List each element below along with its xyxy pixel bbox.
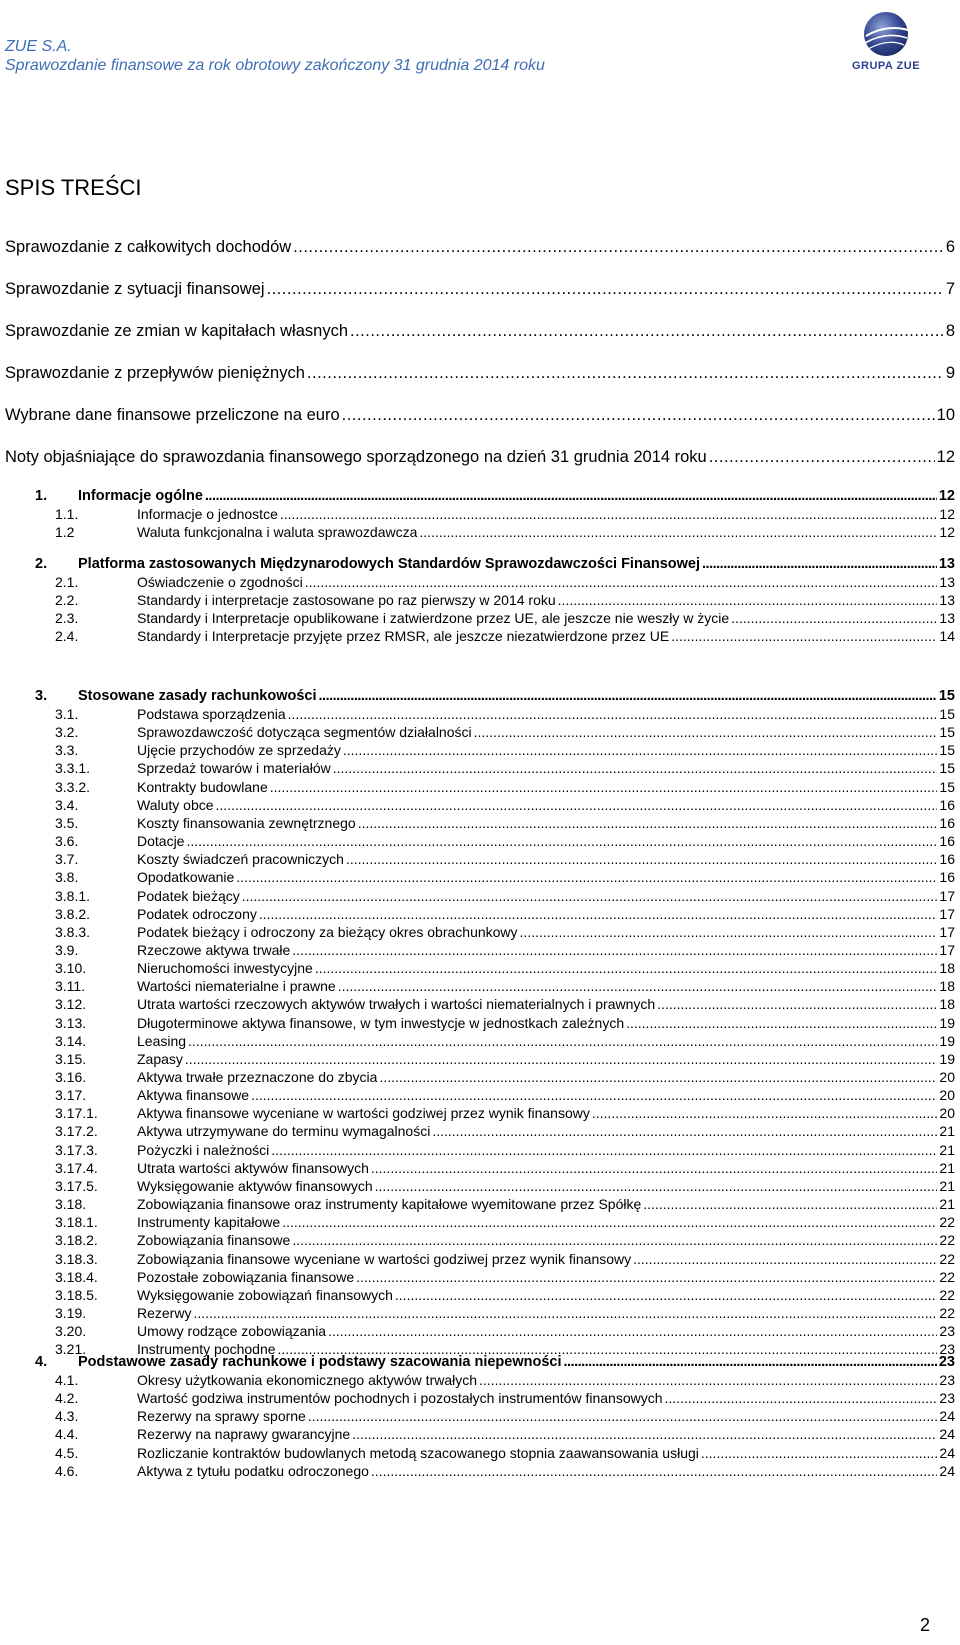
toc-entry-page: 15	[939, 760, 955, 777]
toc-entry-number: 2.3.	[55, 610, 79, 627]
toc-entry-number: 4.5.	[55, 1444, 79, 1461]
toc-entry-page: 20	[939, 1087, 955, 1104]
toc-entry-page: 13	[939, 592, 955, 609]
toc-entry-title: Wyksięgowanie zobowiązań finansowych	[137, 1286, 393, 1303]
toc-entry-page: 17	[939, 941, 955, 958]
toc-entry-title: Wybrane dane finansowe przeliczone na euro	[5, 406, 340, 424]
dot-leader	[379, 1069, 937, 1085]
toc-entry-title: Sprawozdanie z przepływów pieniężnych	[5, 364, 305, 382]
dot-leader	[186, 833, 937, 849]
toc-entry-page: 21	[939, 1123, 955, 1140]
toc-entry-number: 2.4.	[55, 628, 79, 645]
dot-leader	[356, 1269, 937, 1285]
toc-entry-number: 3.15.	[55, 1050, 87, 1067]
toc-entry-page: 21	[939, 1196, 955, 1213]
toc-entry-page: 17	[939, 905, 955, 922]
toc-entry-title: Pozostałe zobowiązania finansowe	[137, 1268, 355, 1285]
toc-entry-title: Dotacje	[137, 833, 185, 850]
toc-top-entry[interactable]	[5, 406, 955, 425]
toc-entry-number: 3.8.2.	[55, 905, 91, 922]
toc-entry-title: Zobowiązania finansowe wyceniane w wartości godziwej przez wynik finansowy	[137, 1250, 632, 1267]
toc-entry-page: 23	[939, 1372, 955, 1388]
toc-entry-number: 2.1.	[55, 574, 79, 590]
toc-subsection-entry[interactable]	[55, 1069, 955, 1085]
toc-entry-number: 3.20.	[55, 1323, 87, 1340]
toc-subsection-entry[interactable]	[55, 1408, 955, 1424]
dot-leader	[267, 280, 944, 299]
toc-entry-number: 3.18.3.	[55, 1250, 98, 1267]
dot-leader	[371, 1463, 938, 1479]
toc-entry-title: Informacje ogólne	[78, 488, 203, 504]
toc-subsection-entry[interactable]	[55, 524, 955, 540]
toc-entry-page: 23	[939, 1323, 955, 1340]
dot-leader	[563, 1354, 936, 1370]
toc-entry-page: 15	[939, 778, 955, 795]
toc-entry-title: Utrata wartości aktywów finansowych	[137, 1159, 369, 1176]
toc-entry-number: 3.19.	[55, 1304, 87, 1321]
toc-entry-title: Utrata wartości rzeczowych aktywów trwałych i wartości niematerialnych i prawnych	[137, 996, 656, 1013]
toc-subsection-entry[interactable]	[55, 1214, 955, 1230]
dot-leader	[338, 978, 938, 994]
toc-subsection-entry[interactable]	[55, 869, 955, 885]
toc-entry-page: 24	[939, 1408, 955, 1425]
toc-section-entry[interactable]	[35, 688, 955, 704]
toc-entry-page: 17	[939, 923, 955, 940]
dot-leader	[270, 779, 938, 795]
toc-subsection-entry[interactable]	[55, 978, 955, 994]
dot-leader	[242, 888, 938, 904]
toc-subsection-entry[interactable]	[55, 1390, 955, 1406]
toc-entry-number: 4.3.	[55, 1408, 79, 1425]
toc-entry-number: 3.3.1.	[55, 760, 91, 777]
toc-entry-page: 21	[939, 1141, 955, 1158]
toc-entry-number: 3.17.2.	[55, 1123, 98, 1140]
toc-entry-page: 9	[945, 364, 955, 382]
toc-entry-title: Waluta funkcjonalna i waluta sprawozdawcza	[137, 524, 418, 541]
toc-subsection-entry[interactable]	[55, 706, 955, 722]
dot-leader	[216, 797, 938, 813]
toc-entry-number: 3.5.	[55, 814, 79, 831]
toc-entry-page: 13	[939, 610, 955, 627]
toc-entry-number: 3.	[35, 688, 48, 704]
toc-top-entry[interactable]	[5, 364, 955, 383]
dot-leader	[419, 524, 937, 540]
toc-entry-page: 23	[939, 1341, 955, 1358]
dot-leader	[315, 960, 938, 976]
toc-entry-page: 17	[939, 887, 955, 904]
toc-entry-number: 3.4.	[55, 796, 79, 813]
toc-subsection-entry[interactable]	[55, 760, 955, 776]
toc-entry-title: Instrumenty kapitałowe	[137, 1214, 281, 1231]
toc-entry-page: 16	[939, 833, 955, 850]
toc-entry-page: 20	[939, 1069, 955, 1085]
dot-leader	[308, 1408, 938, 1424]
dot-leader	[282, 1214, 937, 1230]
toc-entry-page: 20	[939, 1105, 955, 1122]
toc-top-entry[interactable]	[5, 238, 955, 257]
toc-entry-page: 15	[939, 742, 955, 759]
toc-top-entry[interactable]	[5, 322, 955, 341]
dot-leader	[251, 1087, 937, 1103]
toc-entry-number: 3.3.2.	[55, 778, 91, 795]
dot-leader	[520, 924, 938, 940]
toc-subsection-entry[interactable]	[55, 960, 955, 976]
toc-entry-number: 3.18.1.	[55, 1214, 98, 1231]
toc-subsection-entry[interactable]	[55, 1251, 955, 1267]
toc-section-entry[interactable]	[35, 1354, 955, 1370]
dot-leader	[633, 1251, 937, 1267]
toc-subsection-entry[interactable]	[55, 1087, 955, 1103]
toc-entry-number: 1.1.	[55, 506, 79, 522]
dot-leader	[358, 815, 938, 831]
toc-subsection-entry[interactable]	[55, 1445, 955, 1461]
toc-entry-title: Leasing	[137, 1032, 187, 1049]
toc-entry-number: 3.18.5.	[55, 1286, 98, 1303]
dot-leader	[474, 724, 938, 740]
toc-entry-number: 3.11.	[55, 978, 86, 995]
toc-entry-title: Rezerwy na sprawy sporne	[137, 1408, 306, 1425]
toc-entry-page: 15	[939, 706, 955, 722]
dot-leader	[343, 742, 938, 758]
report-title: Sprawozdanie finansowe za rok obrotowy zakończony 31 grudnia 2014 roku	[5, 57, 545, 74]
dot-leader	[292, 942, 937, 958]
dot-leader	[395, 1287, 938, 1303]
toc-entry-title: Rozliczanie kontraktów budowlanych metodą szacowanego stopnia zaawansowania usługi	[137, 1444, 699, 1461]
toc-subsection-entry[interactable]	[55, 1463, 955, 1479]
toc-entry-title: Aktywa z tytułu podatku odroczonego	[137, 1462, 369, 1479]
toc-subsection-entry[interactable]	[55, 574, 955, 590]
toc-entry-page: 21	[939, 1159, 955, 1176]
toc-entry-page: 16	[939, 869, 955, 886]
dot-leader	[193, 1305, 937, 1321]
toc-entry-number: 3.17.3.	[55, 1141, 98, 1158]
toc-entry-number: 3.6.	[55, 833, 79, 850]
toc-entry-number: 3.3.	[55, 742, 79, 759]
dot-leader	[280, 506, 938, 522]
toc-entry-number: 3.7.	[55, 851, 79, 868]
dot-leader	[350, 322, 944, 341]
dot-leader	[479, 1372, 937, 1388]
toc-entry-title: Kontrakty budowlane	[137, 778, 268, 795]
toc-entry-number: 4.1.	[55, 1372, 79, 1388]
toc-subsection-entry[interactable]	[55, 610, 955, 626]
toc-subsection-entry[interactable]	[55, 1015, 955, 1031]
toc-entry-title: Wyksięgowanie aktywów finansowych	[137, 1177, 373, 1194]
toc-entry-page: 6	[945, 238, 955, 256]
toc-entry-title: Umowy rodzące zobowiązania	[137, 1323, 327, 1340]
toc-entry-number: 3.17.1.	[55, 1105, 98, 1122]
toc-subsection-entry[interactable]	[55, 1196, 955, 1212]
toc-entry-title: Sprzedaż towarów i materiałów	[137, 760, 331, 777]
toc-subsection-entry[interactable]	[55, 1372, 955, 1388]
toc-entry-title: Pożyczki i należności	[137, 1141, 270, 1158]
toc-entry-title: Sprawozdanie z całkowitych dochodów	[5, 238, 292, 256]
toc-entry-title: Aktywa finansowe wyceniane w wartości godziwej przez wynik finansowy	[137, 1105, 590, 1122]
toc-subsection-entry[interactable]	[55, 924, 955, 940]
toc-entry-number: 3.16.	[55, 1069, 87, 1085]
dot-leader	[342, 406, 935, 425]
toc-entry-title: Zobowiązania finansowe	[137, 1232, 291, 1249]
toc-entry-title: Nieruchomości inwestycyjne	[137, 960, 313, 977]
toc-entry-page: 19	[939, 1032, 955, 1049]
dot-leader	[701, 1445, 938, 1461]
dot-leader	[328, 1323, 937, 1339]
toc-subsection-entry[interactable]	[55, 1051, 955, 1067]
toc-entry-number: 3.9.	[55, 941, 79, 958]
toc-subsection-entry[interactable]	[55, 996, 955, 1012]
toc-entry-page: 16	[939, 851, 955, 868]
toc-entry-number: 3.18.2.	[55, 1232, 98, 1249]
toc-entry-page: 21	[939, 1177, 955, 1194]
toc-subsection-entry[interactable]	[55, 742, 955, 758]
toc-entry-title: Zobowiązania finansowe oraz instrumenty kapitałowe wyemitowane przez Spółkę	[137, 1196, 642, 1213]
toc-entry-number: 2.	[35, 556, 48, 572]
toc-entry-page: 16	[939, 796, 955, 813]
toc-subsection-entry[interactable]	[55, 1305, 955, 1321]
dot-leader	[346, 851, 937, 867]
toc-entry-number: 3.17.4.	[55, 1159, 98, 1176]
toc-entry-number: 2.2.	[55, 592, 79, 609]
toc-entry-number: 4.	[35, 1354, 48, 1370]
toc-entry-number: 4.2.	[55, 1390, 79, 1407]
toc-subsection-entry[interactable]	[55, 779, 955, 795]
toc-subsection-entry[interactable]	[55, 1232, 955, 1248]
toc-entry-number: 3.2.	[55, 724, 79, 741]
toc-subsection-entry[interactable]	[55, 888, 955, 904]
toc-subsection-entry[interactable]	[55, 797, 955, 813]
toc-entry-number: 3.8.1.	[55, 887, 91, 904]
toc-subsection-entry[interactable]	[55, 1142, 955, 1158]
toc-entry-number: 3.12.	[55, 996, 87, 1013]
dot-leader	[292, 1232, 937, 1248]
toc-entry-page: 23	[939, 1390, 955, 1407]
toc-entry-title: Wartości niematerialne i prawne	[137, 978, 336, 995]
toc-entry-title: Podstawowe zasady rachunkowe i podstawy szacowania niepewności	[78, 1354, 562, 1370]
dot-leader	[558, 592, 938, 608]
toc-entry-title: Okresy użytkowania ekonomicznego aktywów trwałych	[137, 1372, 478, 1388]
toc-entry-page: 8	[945, 322, 955, 340]
toc-entry-title: Standardy i Interpretacje opublikowane i zatwierdzone przez UE, ale jeszcze nie weszły w życie	[137, 610, 730, 627]
toc-entry-number: 3.10.	[55, 960, 87, 977]
toc-subsection-entry[interactable]	[55, 851, 955, 867]
toc-entry-title: Sprawozdawczość dotycząca segmentów działalności	[137, 724, 472, 741]
toc-section-entry[interactable]	[35, 556, 955, 572]
toc-entry-title: Podatek bieżący	[137, 887, 240, 904]
toc-entry-number: 4.6.	[55, 1462, 79, 1479]
toc-entry-title: Podstawa sporządzenia	[137, 706, 286, 722]
toc-entry-number: 1.	[35, 488, 48, 504]
toc-entry-page: 13	[938, 556, 955, 572]
page-header	[0, 0, 960, 90]
toc-entry-page: 22	[939, 1286, 955, 1303]
toc-subsection-entry[interactable]	[55, 833, 955, 849]
toc-subsection-entry[interactable]	[55, 724, 955, 740]
toc-entry-title: Noty objaśniające do sprawozdania finansowego sporządzonego na dzień 31 grudnia 2014 roku	[5, 448, 707, 466]
toc-entry-page: 14	[939, 628, 955, 645]
toc-entry-number: 3.14.	[55, 1032, 87, 1049]
toc-subsection-entry[interactable]	[55, 1105, 955, 1121]
toc-entry-number: 3.8.3.	[55, 923, 91, 940]
toc-entry-title: Podatek bieżący i odroczony za bieżący okres obrachunkowy	[137, 923, 518, 940]
dot-leader	[657, 996, 937, 1012]
toc-subsection-entry[interactable]	[55, 1323, 955, 1339]
toc-entry-page: 18	[939, 996, 955, 1013]
toc-entry-page: 12	[936, 448, 955, 466]
toc-entry-page: 22	[939, 1250, 955, 1267]
toc-entry-title: Zapasy	[137, 1050, 183, 1067]
toc-entry-number: 3.18.4.	[55, 1268, 98, 1285]
toc-entry-page: 23	[938, 1354, 955, 1370]
dot-leader	[293, 238, 944, 257]
toc-entry-number: 3.21.	[55, 1341, 87, 1358]
dot-leader	[307, 364, 944, 383]
toc-entry-title: Instrumenty pochodne	[137, 1341, 276, 1358]
toc-subsection-entry[interactable]	[55, 942, 955, 958]
toc-entry-number: 4.4.	[55, 1426, 79, 1443]
logo-text: GRUPA ZUE	[851, 60, 921, 72]
company-name: ZUE S.A.	[5, 38, 72, 55]
dot-leader	[371, 1160, 938, 1176]
dot-leader	[185, 1051, 938, 1067]
toc-entry-number: 3.1.	[55, 706, 79, 722]
toc-entry-title: Długoterminowe aktywa finansowe, w tym inwestycje w jednostkach zależnych	[137, 1014, 625, 1031]
toc-entry-title: Rzeczowe aktywa trwałe	[137, 941, 291, 958]
toc-entry-title: Rezerwy na naprawy gwarancyjne	[137, 1426, 351, 1443]
toc-entry-page: 19	[939, 1014, 955, 1031]
toc-entry-title: Informacje o jednostce	[137, 506, 278, 522]
toc-entry-page: 13	[939, 574, 955, 590]
toc-entry-title: Aktywa utrzymywane do terminu wymagalności	[137, 1123, 431, 1140]
dot-leader	[731, 610, 937, 626]
toc-entry-title: Standardy i interpretacje zastosowane po raz pierwszy w 2014 roku	[137, 592, 556, 609]
toc-entry-page: 18	[939, 978, 955, 995]
toc-entry-page: 24	[939, 1444, 955, 1461]
toc-entry-title: Stosowane zasady rachunkowości	[78, 688, 317, 704]
toc-subsection-entry[interactable]	[55, 592, 955, 608]
toc-subsection-entry[interactable]	[55, 1123, 955, 1139]
toc-entry-page: 15	[939, 724, 955, 741]
dot-leader	[626, 1015, 937, 1031]
dot-leader	[271, 1142, 937, 1158]
toc-subsection-entry[interactable]	[55, 1160, 955, 1176]
toc-entry-title: Aktywa trwałe przeznaczone do zbycia	[137, 1069, 378, 1085]
toc-entry-page: 24	[939, 1426, 955, 1443]
dot-leader	[592, 1105, 938, 1121]
dot-leader	[665, 1390, 938, 1406]
dot-leader	[709, 448, 935, 467]
dot-leader	[205, 488, 937, 504]
toc-entry-page: 15	[938, 688, 955, 704]
toc-section-entry[interactable]	[35, 488, 955, 504]
dot-leader	[671, 628, 937, 644]
dot-leader	[432, 1123, 937, 1139]
toc-entry-title: Rezerwy	[137, 1304, 192, 1321]
toc-subsection-entry[interactable]	[55, 506, 955, 522]
dot-leader	[188, 1033, 937, 1049]
toc-entry-page: 19	[939, 1050, 955, 1067]
toc-entry-page: 10	[936, 406, 955, 424]
toc-subsection-entry[interactable]	[55, 1426, 955, 1442]
toc-subsection-entry[interactable]	[55, 1033, 955, 1049]
toc-entry-page: 22	[939, 1304, 955, 1321]
dot-leader	[259, 906, 938, 922]
toc-entry-number: 1.2	[55, 524, 75, 541]
toc-subsection-entry[interactable]	[55, 906, 955, 922]
dot-leader	[305, 574, 938, 590]
toc-entry-title: Sprawozdanie ze zmian w kapitałach własnych	[5, 322, 349, 340]
toc-entry-title: Koszty finansowania zewnętrznego	[137, 814, 356, 831]
toc-entry-page: 22	[939, 1268, 955, 1285]
toc-entry-title: Koszty świadczeń pracowniczych	[137, 851, 344, 868]
toc-entry-page: 24	[939, 1462, 955, 1479]
dot-leader	[288, 706, 938, 722]
toc-entry-page: 22	[939, 1232, 955, 1249]
toc-entry-title: Ujęcie przychodów ze sprzedaży	[137, 742, 341, 759]
toc-entry-number: 3.17.	[55, 1087, 87, 1104]
toc-entry-title: Standardy i Interpretacje przyjęte przez RMSR, ale jeszcze niezatwierdzone przez UE	[137, 628, 670, 645]
toc-top-entry[interactable]	[5, 448, 955, 467]
toc-top-entry[interactable]	[5, 280, 955, 299]
toc-entry-title: Opodatkowanie	[137, 869, 235, 886]
toc-entry-page: 18	[939, 960, 955, 977]
toc-entry-number: 3.18.	[55, 1196, 87, 1213]
toc-subsection-entry[interactable]	[55, 1287, 955, 1303]
toc-entry-page: 12	[939, 524, 955, 541]
dot-leader	[333, 760, 938, 776]
toc-entry-title: Sprawozdanie z sytuacji finansowej	[5, 280, 265, 298]
toc-subsection-entry[interactable]	[55, 1269, 955, 1285]
toc-entry-title: Podatek odroczony	[137, 905, 257, 922]
dot-leader	[702, 556, 937, 572]
toc-subsection-entry[interactable]	[55, 815, 955, 831]
dot-leader	[643, 1196, 937, 1212]
toc-entry-page: 16	[939, 814, 955, 831]
toc-subsection-entry[interactable]	[55, 628, 955, 644]
toc-entry-number: 3.8.	[55, 869, 79, 886]
toc-entry-page: 12	[939, 506, 955, 522]
page-number: 2	[920, 1615, 931, 1635]
toc-entry-page: 12	[938, 488, 955, 504]
toc-entry-title: Platforma zastosowanych Międzynarodowych Standardów Sprawozdawczości Finansowej	[78, 556, 701, 572]
toc-subsection-entry[interactable]	[55, 1178, 955, 1194]
toc-entry-number: 3.17.5.	[55, 1177, 98, 1194]
toc-entry-title: Aktywa finansowe	[137, 1087, 250, 1104]
toc-entry-title: Waluty obce	[137, 796, 214, 813]
toc-entry-title: Wartość godziwa instrumentów pochodnych i pozostałych instrumentów finansowych	[137, 1390, 663, 1407]
dot-leader	[236, 869, 937, 885]
toc-entry-page: 22	[939, 1214, 955, 1231]
dot-leader	[375, 1178, 938, 1194]
dot-leader	[319, 688, 937, 704]
toc-entry-page: 7	[945, 280, 955, 298]
toc-entry-number: 3.13.	[55, 1014, 87, 1031]
toc-heading: SPIS TREŚCI	[5, 175, 142, 200]
toc-entry-title: Oświadczenie o zgodności	[137, 574, 303, 590]
dot-leader	[352, 1426, 937, 1442]
